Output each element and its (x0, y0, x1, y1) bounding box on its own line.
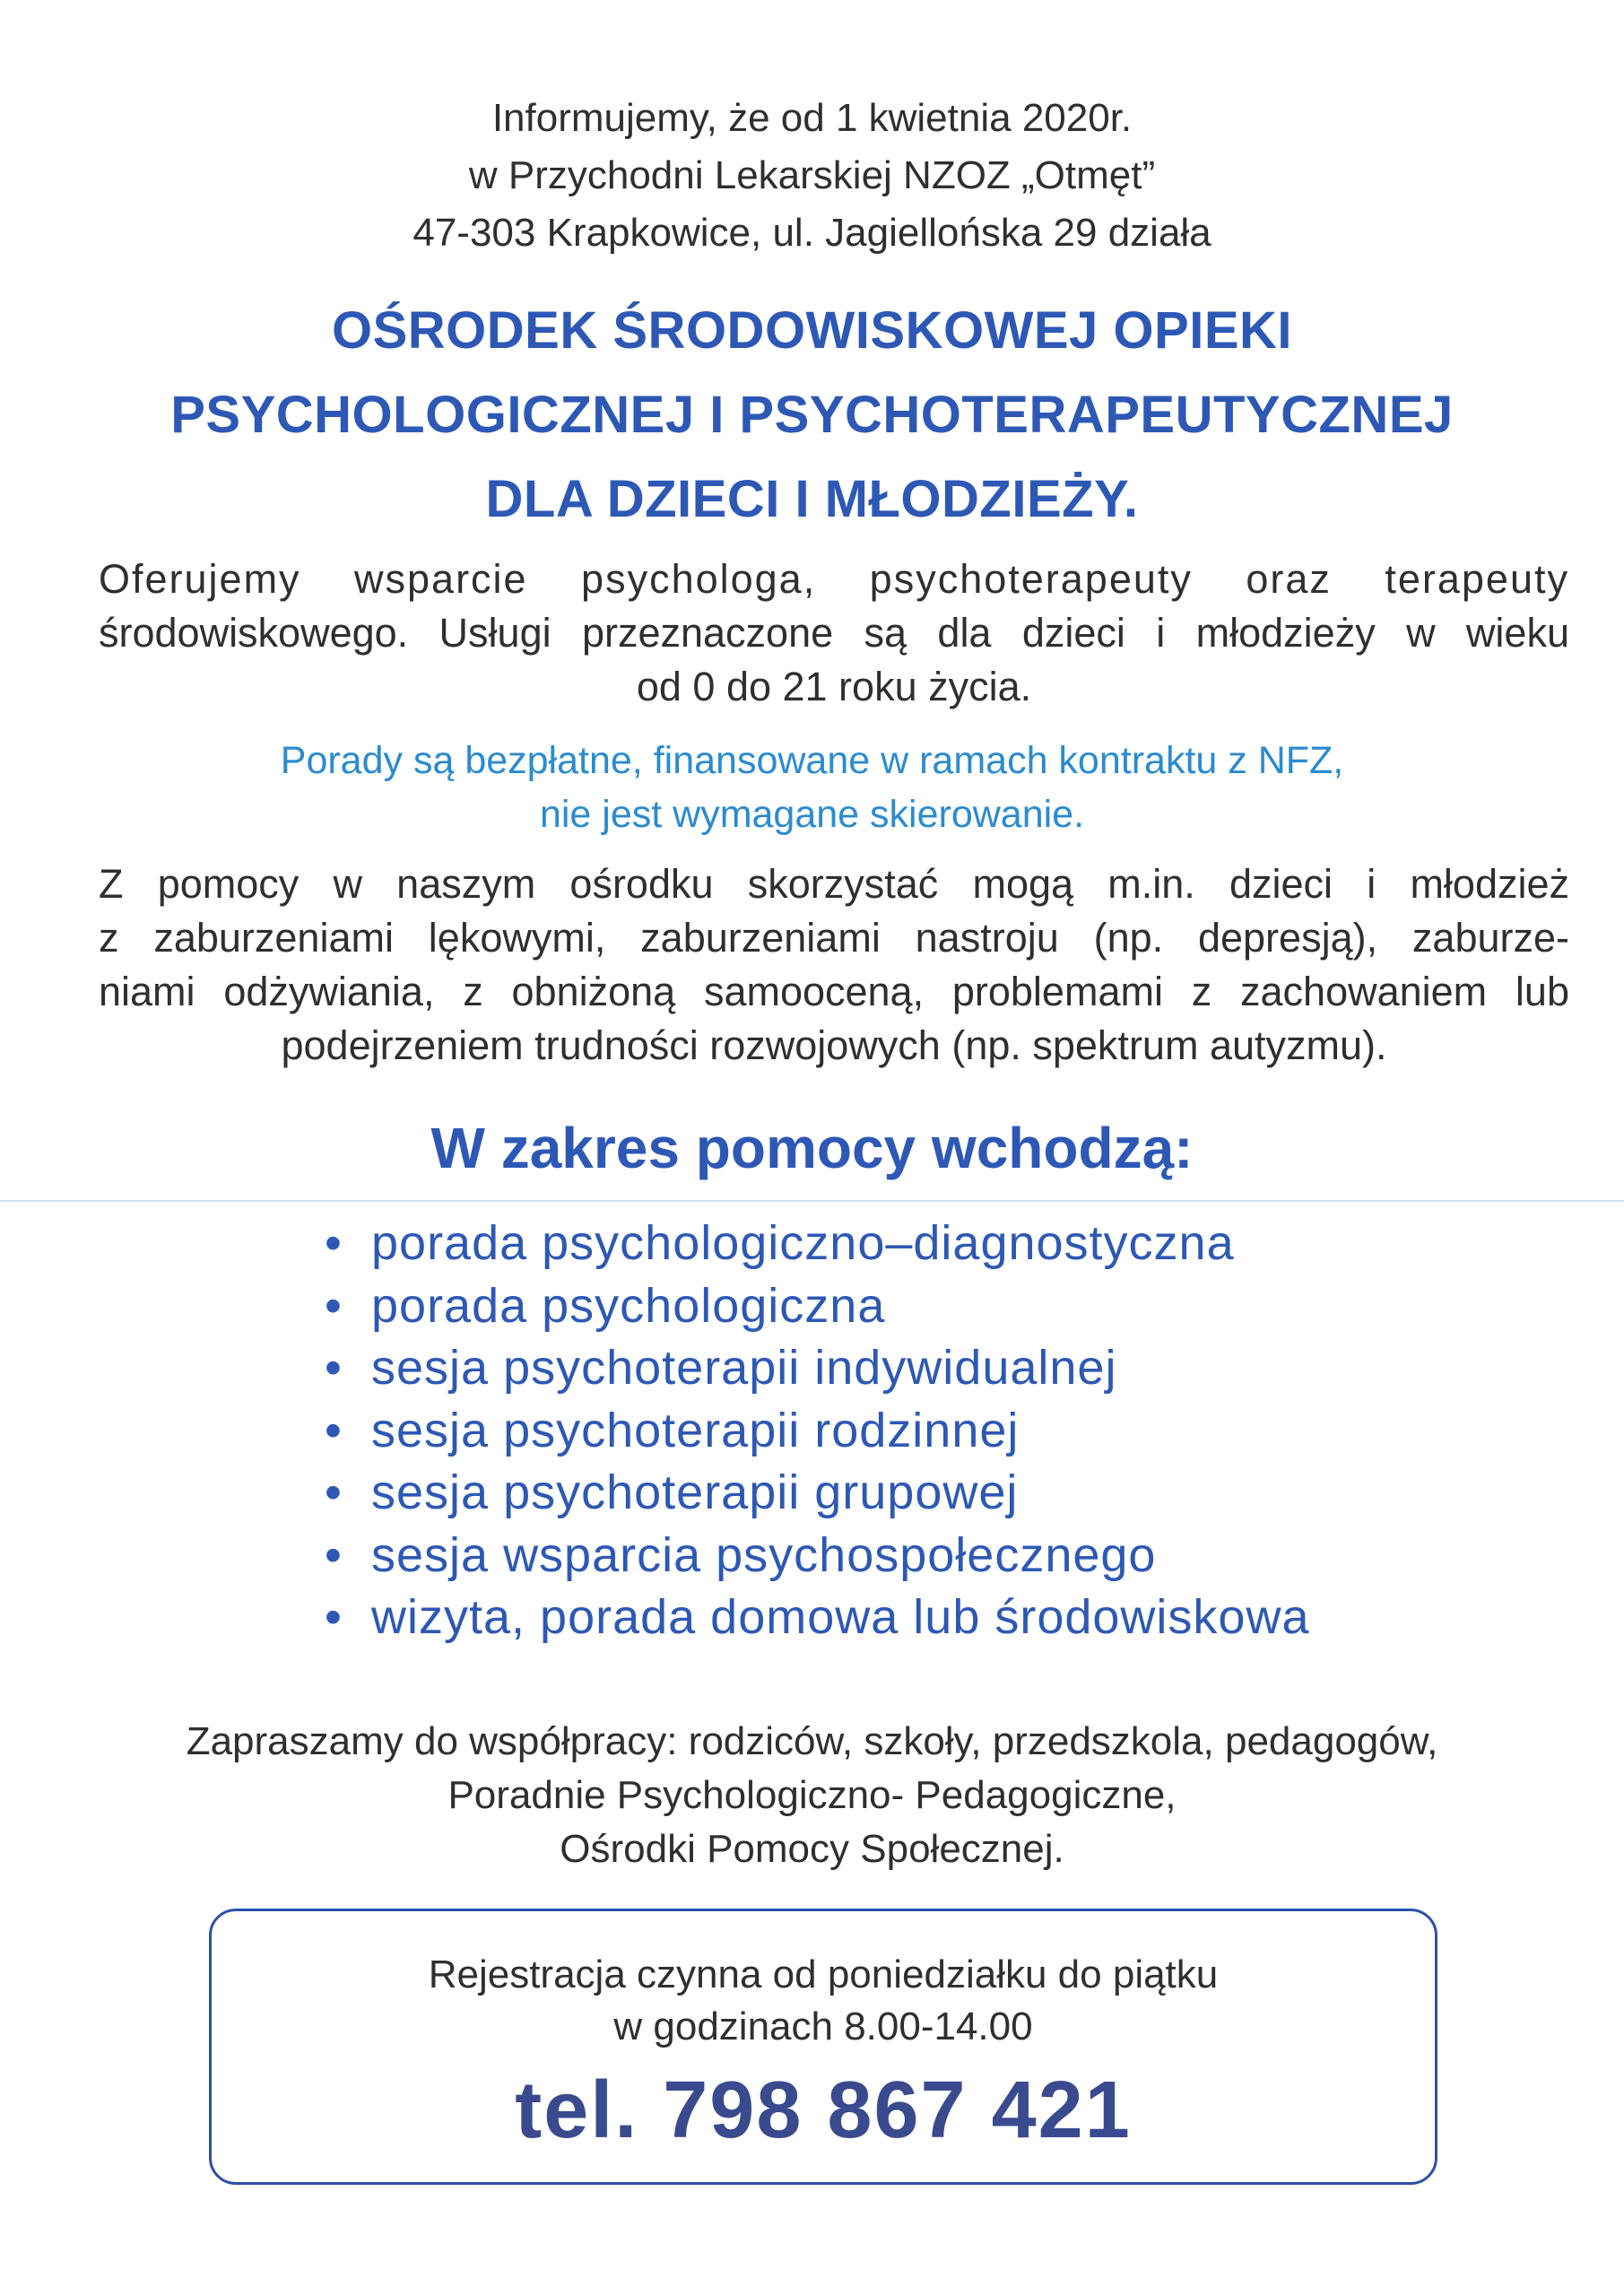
scope-list (325, 1213, 1310, 1649)
bullet-icon: • (325, 1403, 343, 1457)
free-note-line: nie jest wymagane skierowanie. (539, 793, 1085, 836)
list-item (325, 1275, 1310, 1338)
headline-line: DLA DZIECI I MŁODZIEŻY. (485, 470, 1139, 528)
bullet-icon: • (325, 1278, 343, 1333)
intro-line: 47-303 Krapkowice, ul. Jagiellońska 29 działa (413, 211, 1211, 255)
headline-line: OŚRODEK ŚRODOWISKOWEJ OPIEKI (332, 301, 1292, 360)
list-item (325, 1525, 1310, 1587)
headline-line: PSYCHOLOGICZNEJ I PSYCHOTERAPEUTYCZNEJ (170, 386, 1454, 444)
scope-heading: W zakres pomocy wchodzą: (430, 1116, 1194, 1180)
section-divider (0, 1200, 1624, 1202)
main-headline (0, 289, 1624, 542)
intro-line: Informujemy, że od 1 kwietnia 2020r. (491, 96, 1133, 140)
list-item (325, 1587, 1310, 1649)
bullet-icon: • (325, 1341, 343, 1395)
registration-box (209, 1909, 1437, 2185)
invite-line: Ośrodki Pomocy Społecznej. (560, 1827, 1064, 1871)
offer-line: Oferujemy wsparcie psychologa, psychoterapeuty oraz terapeuty (99, 556, 1569, 602)
intro-block (0, 90, 1624, 262)
list-item-label: sesja psychoterapii grupowej (371, 1465, 1019, 1519)
list-item (325, 1400, 1310, 1463)
bullet-icon: • (325, 1216, 343, 1270)
help-line: podejrzeniem trudności rozwojowych (np. spektrum autyzmu). (281, 1022, 1387, 1068)
list-item-label: wizyta, porada domowa lub środowiskowa (371, 1590, 1310, 1644)
offer-line: środowiskowego. Usługi przeznaczone są dla dzieci i młodzieży w wieku (99, 610, 1569, 656)
offer-paragraph (99, 552, 1569, 714)
registration-hours (212, 1949, 1435, 2053)
help-paragraph (99, 857, 1569, 1073)
help-line: Z pomocy w naszym ośrodku skorzystać mogą m.in. dzieci i młodzież (99, 861, 1569, 907)
bullet-icon: • (325, 1465, 343, 1519)
list-item-label: sesja psychoterapii rodzinnej (371, 1403, 1020, 1457)
free-note-line: Porady są bezpłatne, finansowane w ramach kontraktu z NFZ, (280, 739, 1344, 782)
bullet-icon: • (325, 1527, 343, 1582)
offer-line: od 0 do 21 roku życia. (636, 664, 1032, 709)
invite-line: Zapraszamy do współpracy: rodziców, szkoły, przedszkola, pedagogów, (186, 1719, 1438, 1763)
bullet-icon: • (325, 1590, 343, 1644)
invitation-paragraph (0, 1715, 1624, 1876)
registration-line: Rejestracja czynna od poniedziałku do piątku (428, 1952, 1219, 1996)
intro-line: w Przychodni Lekarskiej NZOZ „Otmęt” (468, 153, 1156, 197)
list-item (325, 1462, 1310, 1525)
list-item-label: sesja wsparcia psychospołecznego (371, 1527, 1157, 1582)
registration-line: w godzinach 8.00-14.00 (613, 2005, 1033, 2048)
list-item-label: porada psychologiczno–diagnostyczna (371, 1216, 1235, 1270)
list-item (325, 1213, 1310, 1275)
list-item (325, 1337, 1310, 1400)
help-line: z zaburzeniami lękowymi, zaburzeniami nastroju (np. depresją), zaburze- (99, 915, 1569, 961)
list-item-label: sesja psychoterapii indywidualnej (371, 1341, 1117, 1395)
help-line: niami odżywiania, z obniżoną samooceną, problemami z zachowaniem lub (99, 969, 1569, 1014)
invite-line: Poradnie Psychologiczno- Pedagogiczne, (447, 1773, 1177, 1817)
list-item-label: porada psychologiczna (371, 1278, 886, 1333)
free-services-note (0, 734, 1624, 841)
phone-number: tel. 798 867 421 (515, 2066, 1132, 2155)
